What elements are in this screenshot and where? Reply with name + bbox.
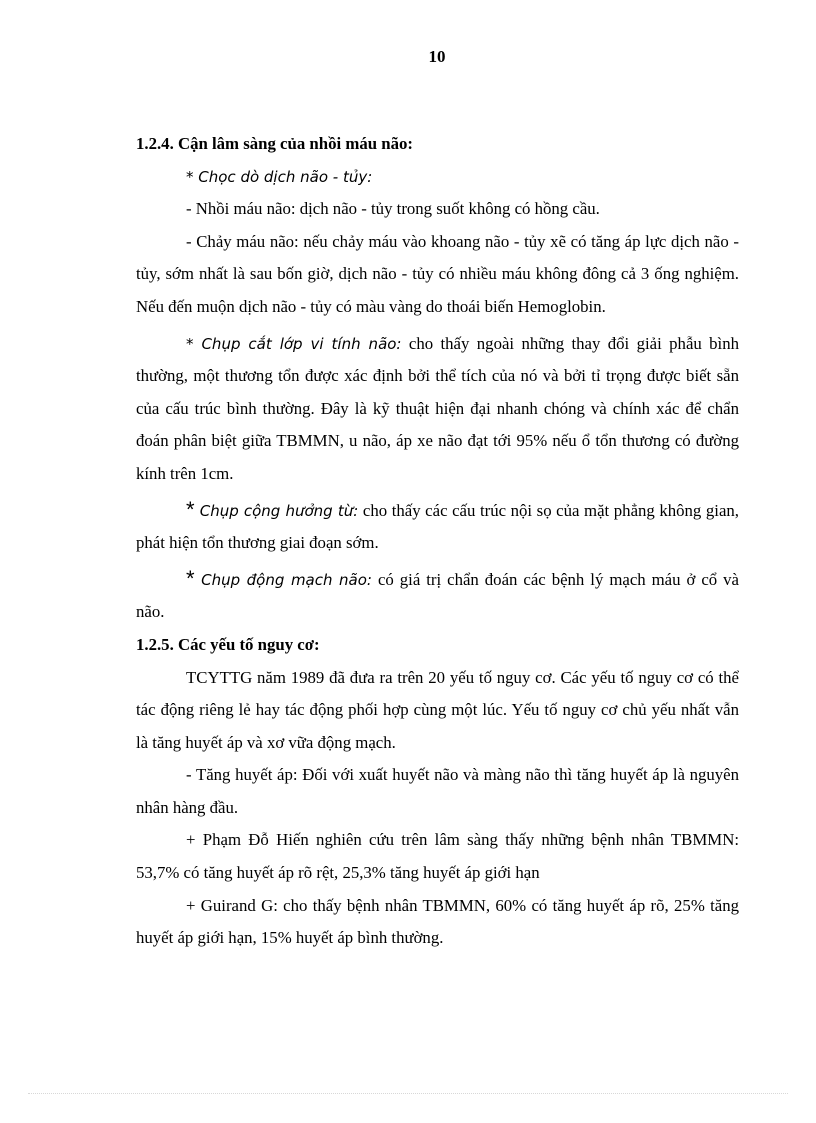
csf-infarct-paragraph: - Nhồi máu não: dịch não - tủy trong suốt không có hồng cầu.	[186, 199, 600, 219]
angio-label: Chụp động mạch não:	[194, 570, 372, 589]
csf-heading-label: * Chọc dò dịch não - tủy:	[186, 167, 373, 186]
study-guirand-paragraph: + Guirand G: cho thấy bệnh nhân TBMMN, 60% có tăng huyết áp rõ, 25% tăng huyết áp giới hạn, 15% huyết áp bình thường.	[136, 895, 739, 948]
ct-label: * Chụp cắt lớp vi tính não:	[186, 334, 402, 353]
mri-star: *	[186, 496, 195, 522]
page-bottom-rule	[28, 1093, 788, 1094]
csf-hemorrhage-paragraph: - Chảy máu não: nếu chảy máu vào khoang não - tủy xẽ có tăng áp lực dịch não - tủy, sớm nhất là sau bốn giờ, dịch não - tủy có nhiều máu không đông cả 3 ống nghiệm. Nếu đến muộn dịch não - tủy có màu vàng do thoái biến Hemoglobin.	[136, 231, 739, 316]
angio-paragraph	[136, 564, 739, 629]
page-body	[136, 128, 739, 955]
risk-intro-paragraph: TCYTTG năm 1989 đã đưa ra trên 20 yếu tố nguy cơ. Các yếu tố nguy cơ có thể tác động riêng lẻ hay tác động phối hợp cùng một lúc. Yếu tố nguy cơ chủ yếu nhất vẫn là tăng huyết áp và xơ vữa động mạch.	[136, 667, 739, 752]
study-pham-do-hien-paragraph: + Phạm Đỗ Hiến nghiên cứu trên lâm sàng thấy những bệnh nhân TBMMN: 53,7% có tăng huyết áp rõ rệt, 25,3% tăng huyết áp giới hạn	[136, 830, 739, 883]
section-heading-1-2-5: 1.2.5. Các yếu tố nguy cơ:	[136, 634, 320, 654]
mri-paragraph	[136, 495, 739, 560]
ct-paragraph	[136, 328, 739, 491]
page-number: 10	[428, 47, 446, 66]
ct-text: cho thấy ngoài những thay đổi giải phẫu bình thường, một thương tổn được xác định bởi thể tích của nó và bởi tỉ trọng được biết sẵn của cấu trúc bình thường. Đây là kỹ thuật hiện đại nhanh chóng và chính xác để chẩn đoán phân biệt giữa TBMMN, u não, áp xe não đạt tới 95% nếu ổ tổn thương có đường kính trên 1cm.	[136, 333, 739, 483]
section-heading-1-2-4: 1.2.4. Cận lâm sàng của nhồi máu não:	[136, 134, 413, 153]
mri-label: Chụp cộng hưởng từ:	[194, 501, 359, 520]
hypertension-paragraph: - Tăng huyết áp: Đối với xuất huyết não và màng não thì tăng huyết áp là nguyên nhân hàng đầu.	[136, 765, 739, 817]
angio-star: *	[186, 565, 195, 591]
angio-text: có giá trị chẩn đoán các bệnh lý mạch máu ở cổ và não.	[136, 569, 739, 622]
csf-heading	[136, 161, 739, 194]
mri-text: cho thấy các cấu trúc nội sọ của mặt phẳng không gian, phát hiện tổn thương giai đoạn sớm.	[136, 500, 739, 553]
